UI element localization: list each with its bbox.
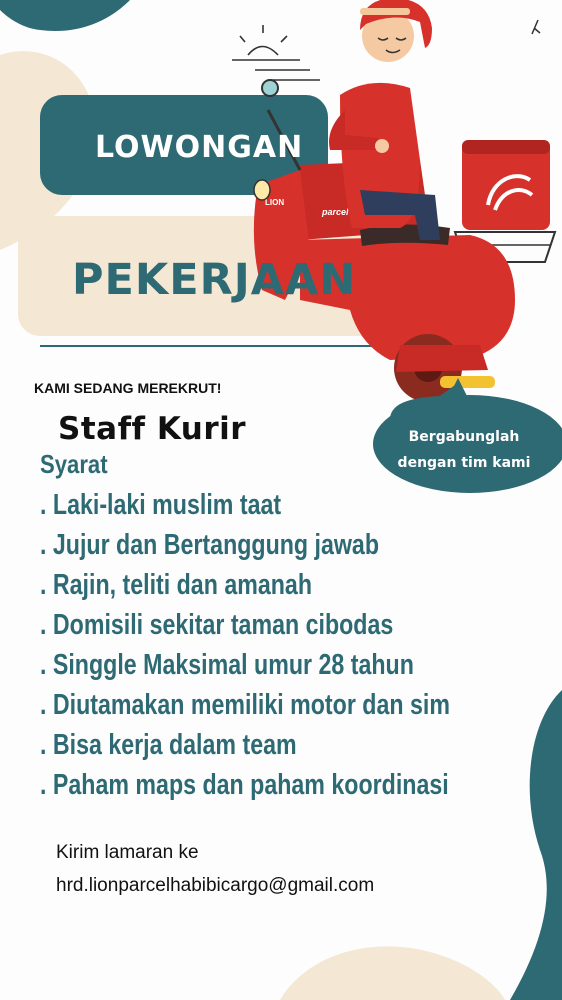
requirement-item: . Paham maps dan paham koordinasi xyxy=(40,769,449,801)
requirement-item: . Bisa kerja dalam team xyxy=(40,729,297,761)
bubble-line-2: dengan tim kami xyxy=(397,455,531,471)
requirement-item: . Diutamakan memiliki motor dan sim xyxy=(40,689,450,721)
contact-email: hrd.lionparcelhabibicargo@gmail.com xyxy=(56,875,375,896)
recruiting-subheading: KAMI SEDANG MEREKRUT! xyxy=(34,380,222,396)
requirement-item: . Domisili sekitar taman cibodas xyxy=(40,609,394,641)
beige-blob-bottom xyxy=(280,946,505,1000)
requirement-item: . Rajin, teliti dan amanah xyxy=(40,569,313,601)
title-line-2: PEKERJAAN xyxy=(72,255,357,305)
requirement-item: . Jujur dan Bertanggung jawab xyxy=(40,529,380,561)
teal-blob-top-left xyxy=(0,0,130,31)
requirement-item: . Singgle Maksimal umur 28 tahun xyxy=(40,649,414,681)
title-line-1: LOWONGAN xyxy=(95,130,304,165)
requirements-heading: Syarat xyxy=(40,449,108,479)
requirement-item: . Laki-laki muslim taat xyxy=(40,489,282,521)
small-doodle-mark xyxy=(532,20,540,34)
bubble-line-1: Bergabunglah xyxy=(408,429,520,445)
contact-info xyxy=(56,836,374,902)
sun-doodle-icon xyxy=(232,25,320,80)
svg-text:LION: LION xyxy=(265,198,285,207)
speech-bubble-text xyxy=(380,424,548,476)
requirements-list xyxy=(40,485,552,805)
job-position-title: Staff Kurir xyxy=(58,411,247,447)
scooter-brand-label: parcel xyxy=(322,207,349,217)
contact-instruction: Kirim lamaran ke xyxy=(56,842,199,863)
